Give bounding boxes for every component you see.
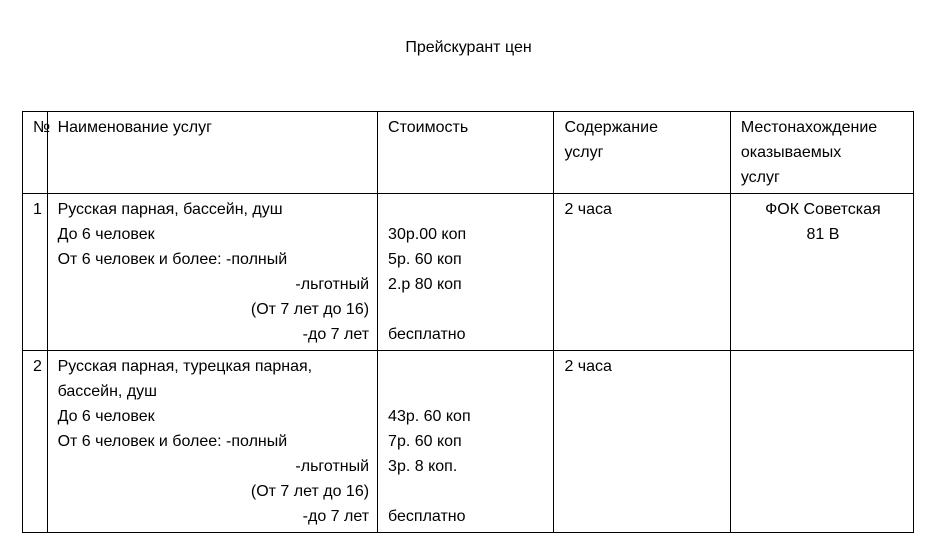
price-cell: [378, 194, 554, 351]
service-line: Русская парная, бассейн, душ: [57, 201, 283, 218]
duration-cell: [554, 194, 730, 351]
price-value: 30р.00 коп: [388, 226, 467, 243]
price-value: 3р. 8 коп.: [388, 458, 458, 475]
header-content: [554, 112, 730, 194]
price-value: 7р. 60 коп: [388, 433, 462, 450]
header-price: [378, 112, 554, 194]
service-line: -льготный: [295, 458, 370, 475]
row-number-cell: [23, 351, 48, 533]
duration-value: 2 часа: [564, 358, 612, 375]
location-line: ФОК Советская: [765, 201, 881, 218]
header-location-line: Местонахождение: [740, 119, 878, 136]
table-header-row: [23, 112, 914, 194]
table-row: [23, 351, 914, 533]
price-spacer: [388, 379, 545, 404]
price-value: 5р. 60 коп: [388, 251, 462, 268]
duration-value: 2 часа: [564, 201, 612, 218]
service-line: До 6 человек: [57, 408, 155, 425]
price-spacer: [388, 197, 545, 222]
service-line: Русская парная, турецкая парная,: [57, 358, 313, 375]
header-location-line: оказываемых: [740, 144, 842, 161]
price-value: бесплатно: [388, 326, 466, 343]
header-price-text: Стоимость: [388, 119, 469, 136]
service-line: бассейн, душ: [57, 383, 157, 400]
location-line: 81 В: [806, 226, 840, 243]
service-cell: [47, 351, 377, 533]
row-number: 2: [33, 358, 42, 375]
service-cell: [47, 194, 377, 351]
service-line: -до 7 лет: [302, 326, 370, 343]
table-row: [23, 194, 914, 351]
header-location-line: услуг: [740, 169, 780, 186]
service-line: От 6 человек и более: -полный: [57, 251, 288, 268]
price-spacer: [388, 479, 545, 504]
row-number: 1: [33, 201, 42, 218]
row-number-cell: [23, 194, 48, 351]
price-cell: [378, 351, 554, 533]
service-line: (От 7 лет до 16): [250, 483, 370, 500]
price-value: 43р. 60 коп: [388, 408, 471, 425]
service-line: До 6 человек: [57, 226, 155, 243]
header-content-line: услуг: [564, 144, 604, 161]
price-spacer: [388, 354, 545, 379]
location-cell: [730, 351, 913, 533]
header-location: [730, 112, 913, 194]
service-line: -льготный: [295, 276, 370, 293]
price-spacer: [388, 297, 545, 322]
price-table: [22, 111, 914, 533]
duration-cell: [554, 351, 730, 533]
header-number-text: №: [33, 119, 51, 136]
header-service-text: Наименование услуг: [57, 119, 212, 136]
location-cell: [730, 194, 913, 351]
document-title: Прейскурант цен: [405, 39, 532, 56]
service-line: (От 7 лет до 16): [250, 301, 370, 318]
header-content-line: Содержание: [564, 119, 658, 136]
service-line: -до 7 лет: [302, 508, 370, 525]
header-service: [47, 112, 377, 194]
header-number: [23, 112, 51, 194]
price-value: бесплатно: [388, 508, 466, 525]
price-value: 2.р 80 коп: [388, 276, 462, 293]
service-line: От 6 человек и более: -полный: [57, 433, 288, 450]
